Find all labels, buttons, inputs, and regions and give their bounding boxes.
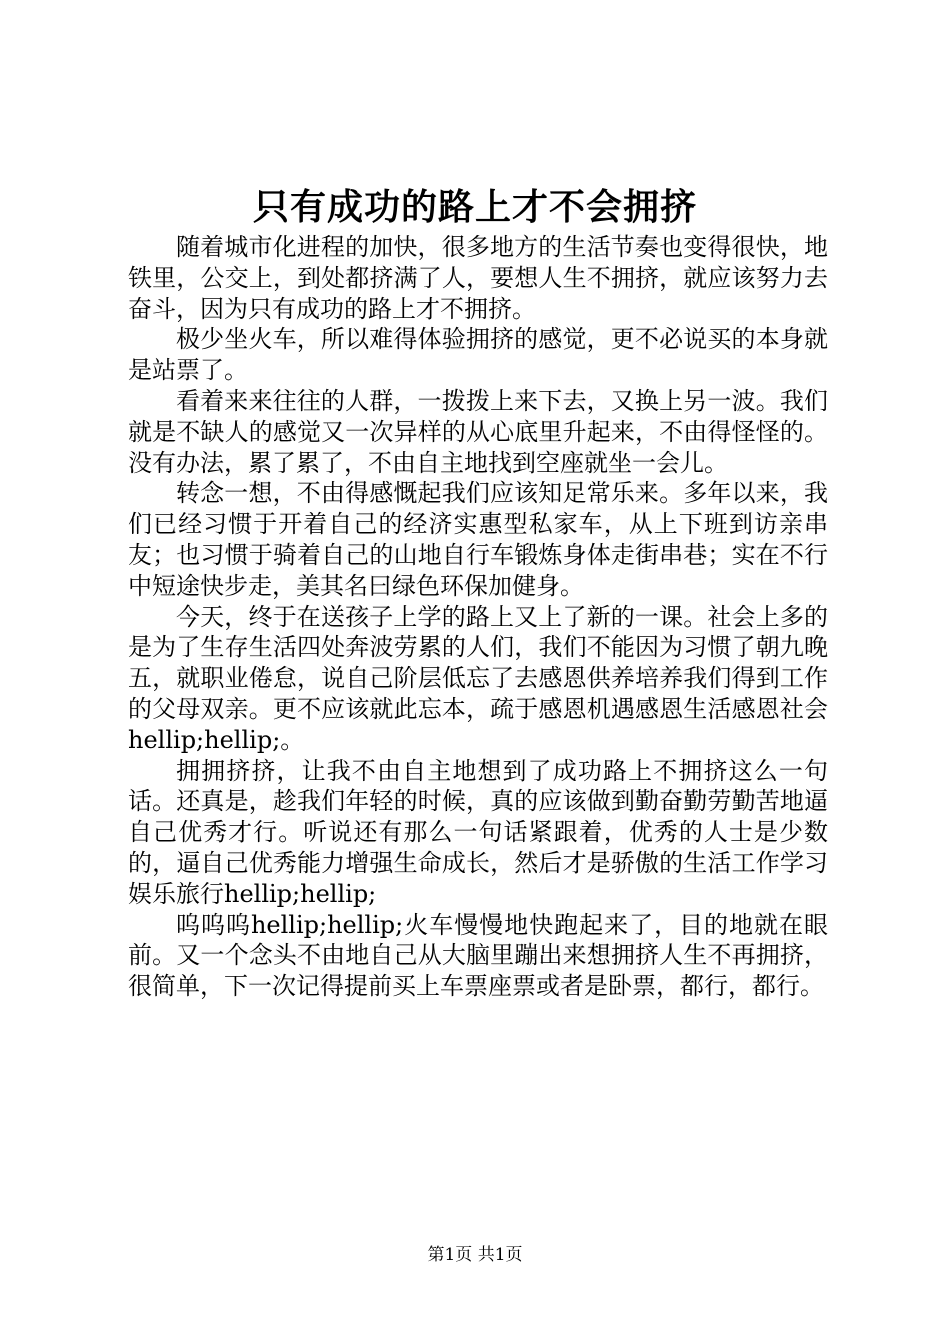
paragraph: 看着来来往往的人群，一拨拨上来下去，又换上另一波。我们就是不缺人的感觉又一次异样的从心底里升起来，不由得怪怪的。没有办法，累了累了，不由自主地找到空座就坐一会儿。 bbox=[128, 386, 828, 477]
paragraph: 转念一想，不由得感慨起我们应该知足常乐来。多年以来，我们已经习惯于开着自己的经济实惠型私家车，从上下班到访亲串友；也习惯于骑着自己的山地自行车锻炼身体走街串巷；实在不行中短途快步走，美其名曰绿色环保加健身。 bbox=[128, 479, 828, 600]
paragraph: 随着城市化进程的加快，很多地方的生活节奏也变得很快，地铁里，公交上，到处都挤满了人，要想人生不拥挤，就应该努力去奋斗，因为只有成功的路上才不拥挤。 bbox=[128, 233, 828, 323]
paragraph: 今天，终于在送孩子上学的路上又上了新的一课。社会上多的是为了生存生活四处奔波劳累的人们，我们不能因为习惯了朝九晚五，就职业倦怠，说自己阶层低忘了去感恩供养培养我们得到工作的父母双亲。更不应该就此忘本，疏于感恩机遇感恩生活感恩社会hellip;hellip;。 bbox=[128, 602, 828, 754]
paragraph: 极少坐火车，所以难得体验拥挤的感觉，更不必说买的本身就是站票了。 bbox=[128, 325, 828, 385]
page-footer: 第1页 共1页 bbox=[427, 1245, 523, 1265]
paragraph: 呜呜呜hellip;hellip;火车慢慢地快跑起来了，目的地就在眼前。又一个念头不由地自己从大脑里蹦出来想拥挤人生不再拥挤，很简单，下一次记得提前买上车票座票或者是卧票，都行，都行。 bbox=[128, 910, 828, 1001]
document-body bbox=[128, 232, 828, 1002]
paragraph: 拥拥挤挤，让我不由自主地想到了成功路上不拥挤这么一句话。还真是，趁我们年轻的时候，真的应该做到勤奋勤劳勤苦地逼自己优秀才行。听说还有那么一句话紧跟着，优秀的人士是少数的，逼自己优秀能力增强生命成长，然后才是骄傲的生活工作学习娱乐旅行hellip;hellip; bbox=[128, 756, 828, 908]
document-title: 只有成功的路上才不会拥挤 bbox=[252, 187, 697, 228]
